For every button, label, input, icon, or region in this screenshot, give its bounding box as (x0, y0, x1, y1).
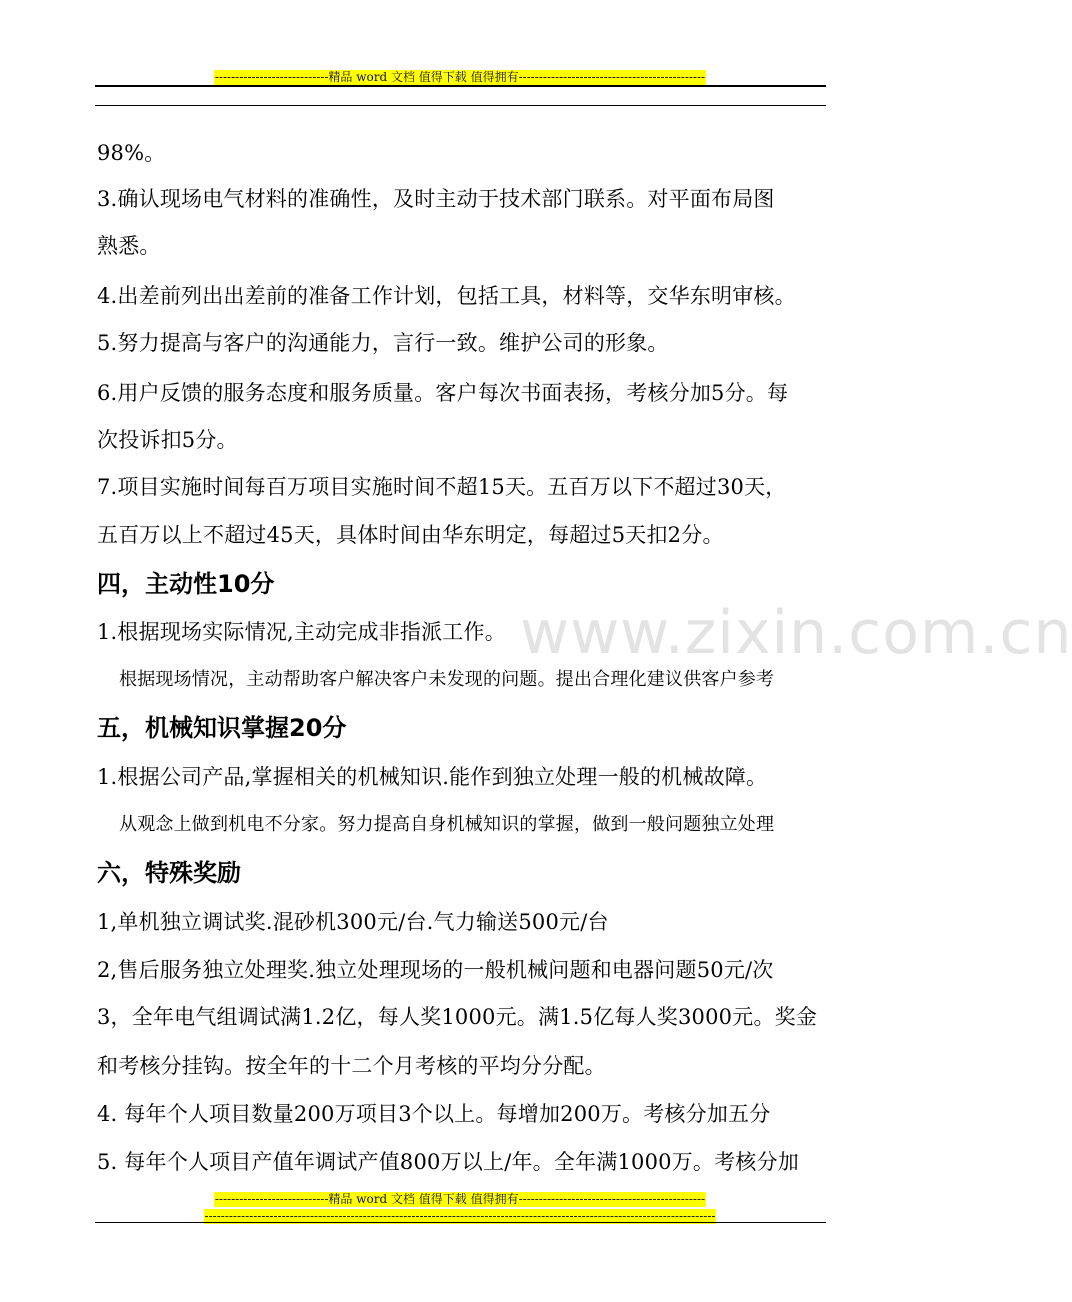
section-heading: 五，机械知识掌握20分 (97, 714, 347, 742)
watermark: www.zixin.com.cn (520, 598, 1072, 668)
section-note: 从观念上做到机电不分家。努力提高自身机械知识的掌握，做到一般问题独立处理 (119, 814, 775, 835)
body-line: 熟悉。 (97, 234, 161, 258)
footer-banner-text: ----------------------------精品 word 文档 值得下载 值得拥有---------------------------------------------- (214, 1192, 706, 1206)
body-line: 6.用户反馈的服务态度和服务质量。客户每次书面表扬，考核分加5分。每 (97, 381, 789, 405)
header-rule-thin (95, 105, 826, 106)
section-item: 1.根据现场实际情况,主动完成非指派工作。 (97, 620, 506, 644)
header-banner-text: ----------------------------精品 word 文档 值得下载 值得拥有---------------------------------------------- (214, 70, 706, 84)
section-item: 3，全年电气组调试满1.2亿，每人奖1000元。满1.5亿每人奖3000元。奖金 (97, 1005, 818, 1029)
body-line: 次投诉扣5分。 (97, 428, 238, 452)
section-item: 5. 每年个人项目产值年调试产值800万以上/年。全年满1000万。考核分加 (97, 1150, 799, 1174)
section-heading: 四，主动性10分 (97, 570, 275, 598)
header-rule-thick (95, 85, 826, 87)
body-line: 五百万以上不超过45天，具体时间由华东明定，每超过5天扣2分。 (97, 523, 724, 547)
section-item: 和考核分挂钩。按全年的十二个月考核的平均分分配。 (97, 1054, 606, 1078)
section-item: 1.根据公司产品,掌握相关的机械知识.能作到独立处理一般的机械故障。 (97, 765, 768, 789)
header-banner (0, 66, 920, 85)
footer-rule (95, 1222, 826, 1223)
section-note: 根据现场情况，主动帮助客户解决客户未发现的问题。提出合理化建议供客户参考 (119, 669, 775, 690)
body-line: 7.项目实施时间每百万项目实施时间不超15天。五百万以下不超过30天， (97, 475, 787, 499)
section-heading: 六，特殊奖励 (97, 859, 241, 887)
section-item: 1,单机独立调试奖.混砂机300元/台.气力输送500元/台 (97, 910, 609, 934)
body-line: 98%。 (97, 141, 166, 165)
body-line: 5.努力提高与客户的沟通能力，言行一致。维护公司的形象。 (97, 331, 669, 355)
section-item: 4. 每年个人项目数量200万项目3个以上。每增加200万。考核分加五分 (97, 1102, 771, 1126)
body-line: 3.确认现场电气材料的准确性，及时主动于技术部门联系。对平面布局图 (97, 187, 775, 211)
body-line: 4.出差前列出出差前的准备工作计划，包括工具，材料等，交华东明审核。 (97, 284, 796, 308)
footer-banner-dashes-text: ------------------------------------------------------------------------------------------------------------------------------ (204, 1209, 716, 1223)
section-item: 2,售后服务独立处理奖.独立处理现场的一般机械问题和电器问题50元/次 (97, 958, 774, 982)
